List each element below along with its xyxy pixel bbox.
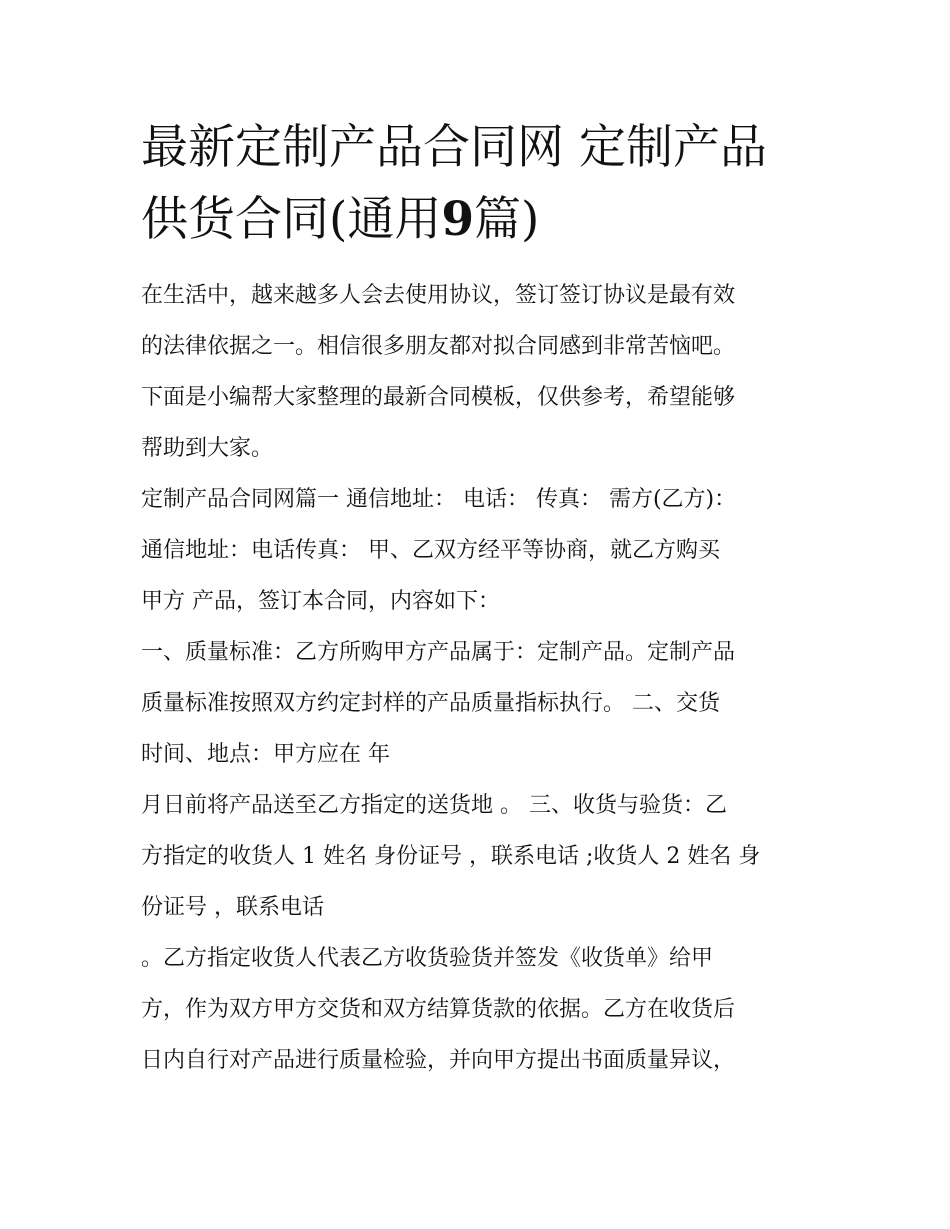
paragraph-line: 在生活中，越来越多人会去使用协议，签订签订协议是最有效 (141, 283, 736, 308)
title-line-2-number: 9 (441, 192, 475, 247)
paragraph-line: 份证号 ，联系电话 (141, 895, 324, 920)
paragraph-line: 。乙方指定收货人代表乙方收货验货并签发《收货单》给甲 (141, 946, 714, 971)
paragraph-line: 时间、地点：甲方应在 年 (141, 742, 390, 767)
paragraph-line: 日内自行对产品进行质量检验，并向甲方提出书面质量异议， (141, 1048, 736, 1073)
paragraph-line: 甲方 产品，签订本合同，内容如下： (141, 589, 500, 614)
paragraph-line: 一、质量标准：乙方所购甲方产品属于：定制产品。定制产品 (141, 640, 736, 665)
title-line-2-suffix: 篇) (474, 192, 540, 247)
paragraph-inspection (141, 933, 821, 1086)
paragraph-receiving (141, 780, 821, 933)
paragraph-line: 方，作为双方甲方交货和双方结算货款的依据。乙方在收货后 (141, 997, 736, 1022)
paragraph-intro (141, 270, 821, 474)
paragraph-line: 下面是小编帮大家整理的最新合同模板，仅供参考，希望能够 (141, 385, 736, 410)
title-line-2 (141, 184, 821, 256)
document-body (141, 270, 821, 1086)
title-line-2-prefix: 供货合同(通用 (141, 192, 442, 247)
paragraph-parties (141, 474, 821, 627)
title-line-1: 最新定制产品合同网 定制产品 (141, 120, 767, 175)
paragraph-line: 方指定的收货人 1 姓名 身份证号 ，联系电话 ;收货人 2 姓名 身 (141, 844, 761, 869)
paragraph-line: 的法律依据之一。相信很多朋友都对拟合同感到非常苦恼吧。 (141, 334, 736, 359)
paragraph-line: 通信地址：电话传真： 甲、乙双方经平等协商，就乙方购买 (141, 538, 720, 563)
document-title (141, 112, 821, 256)
paragraph-quality-delivery (141, 627, 821, 780)
paragraph-line: 帮助到大家。 (141, 436, 274, 461)
document-content (141, 112, 821, 1086)
paragraph-line: 定制产品合同网篇一 通信地址： 电话： 传真： 需方(乙方)： (141, 487, 737, 512)
paragraph-line: 月日前将产品送至乙方指定的送货地 。 三、收货与验货：乙 (141, 793, 727, 818)
paragraph-line: 质量标准按照双方约定封样的产品质量指标执行。 二、交货 (141, 691, 720, 716)
